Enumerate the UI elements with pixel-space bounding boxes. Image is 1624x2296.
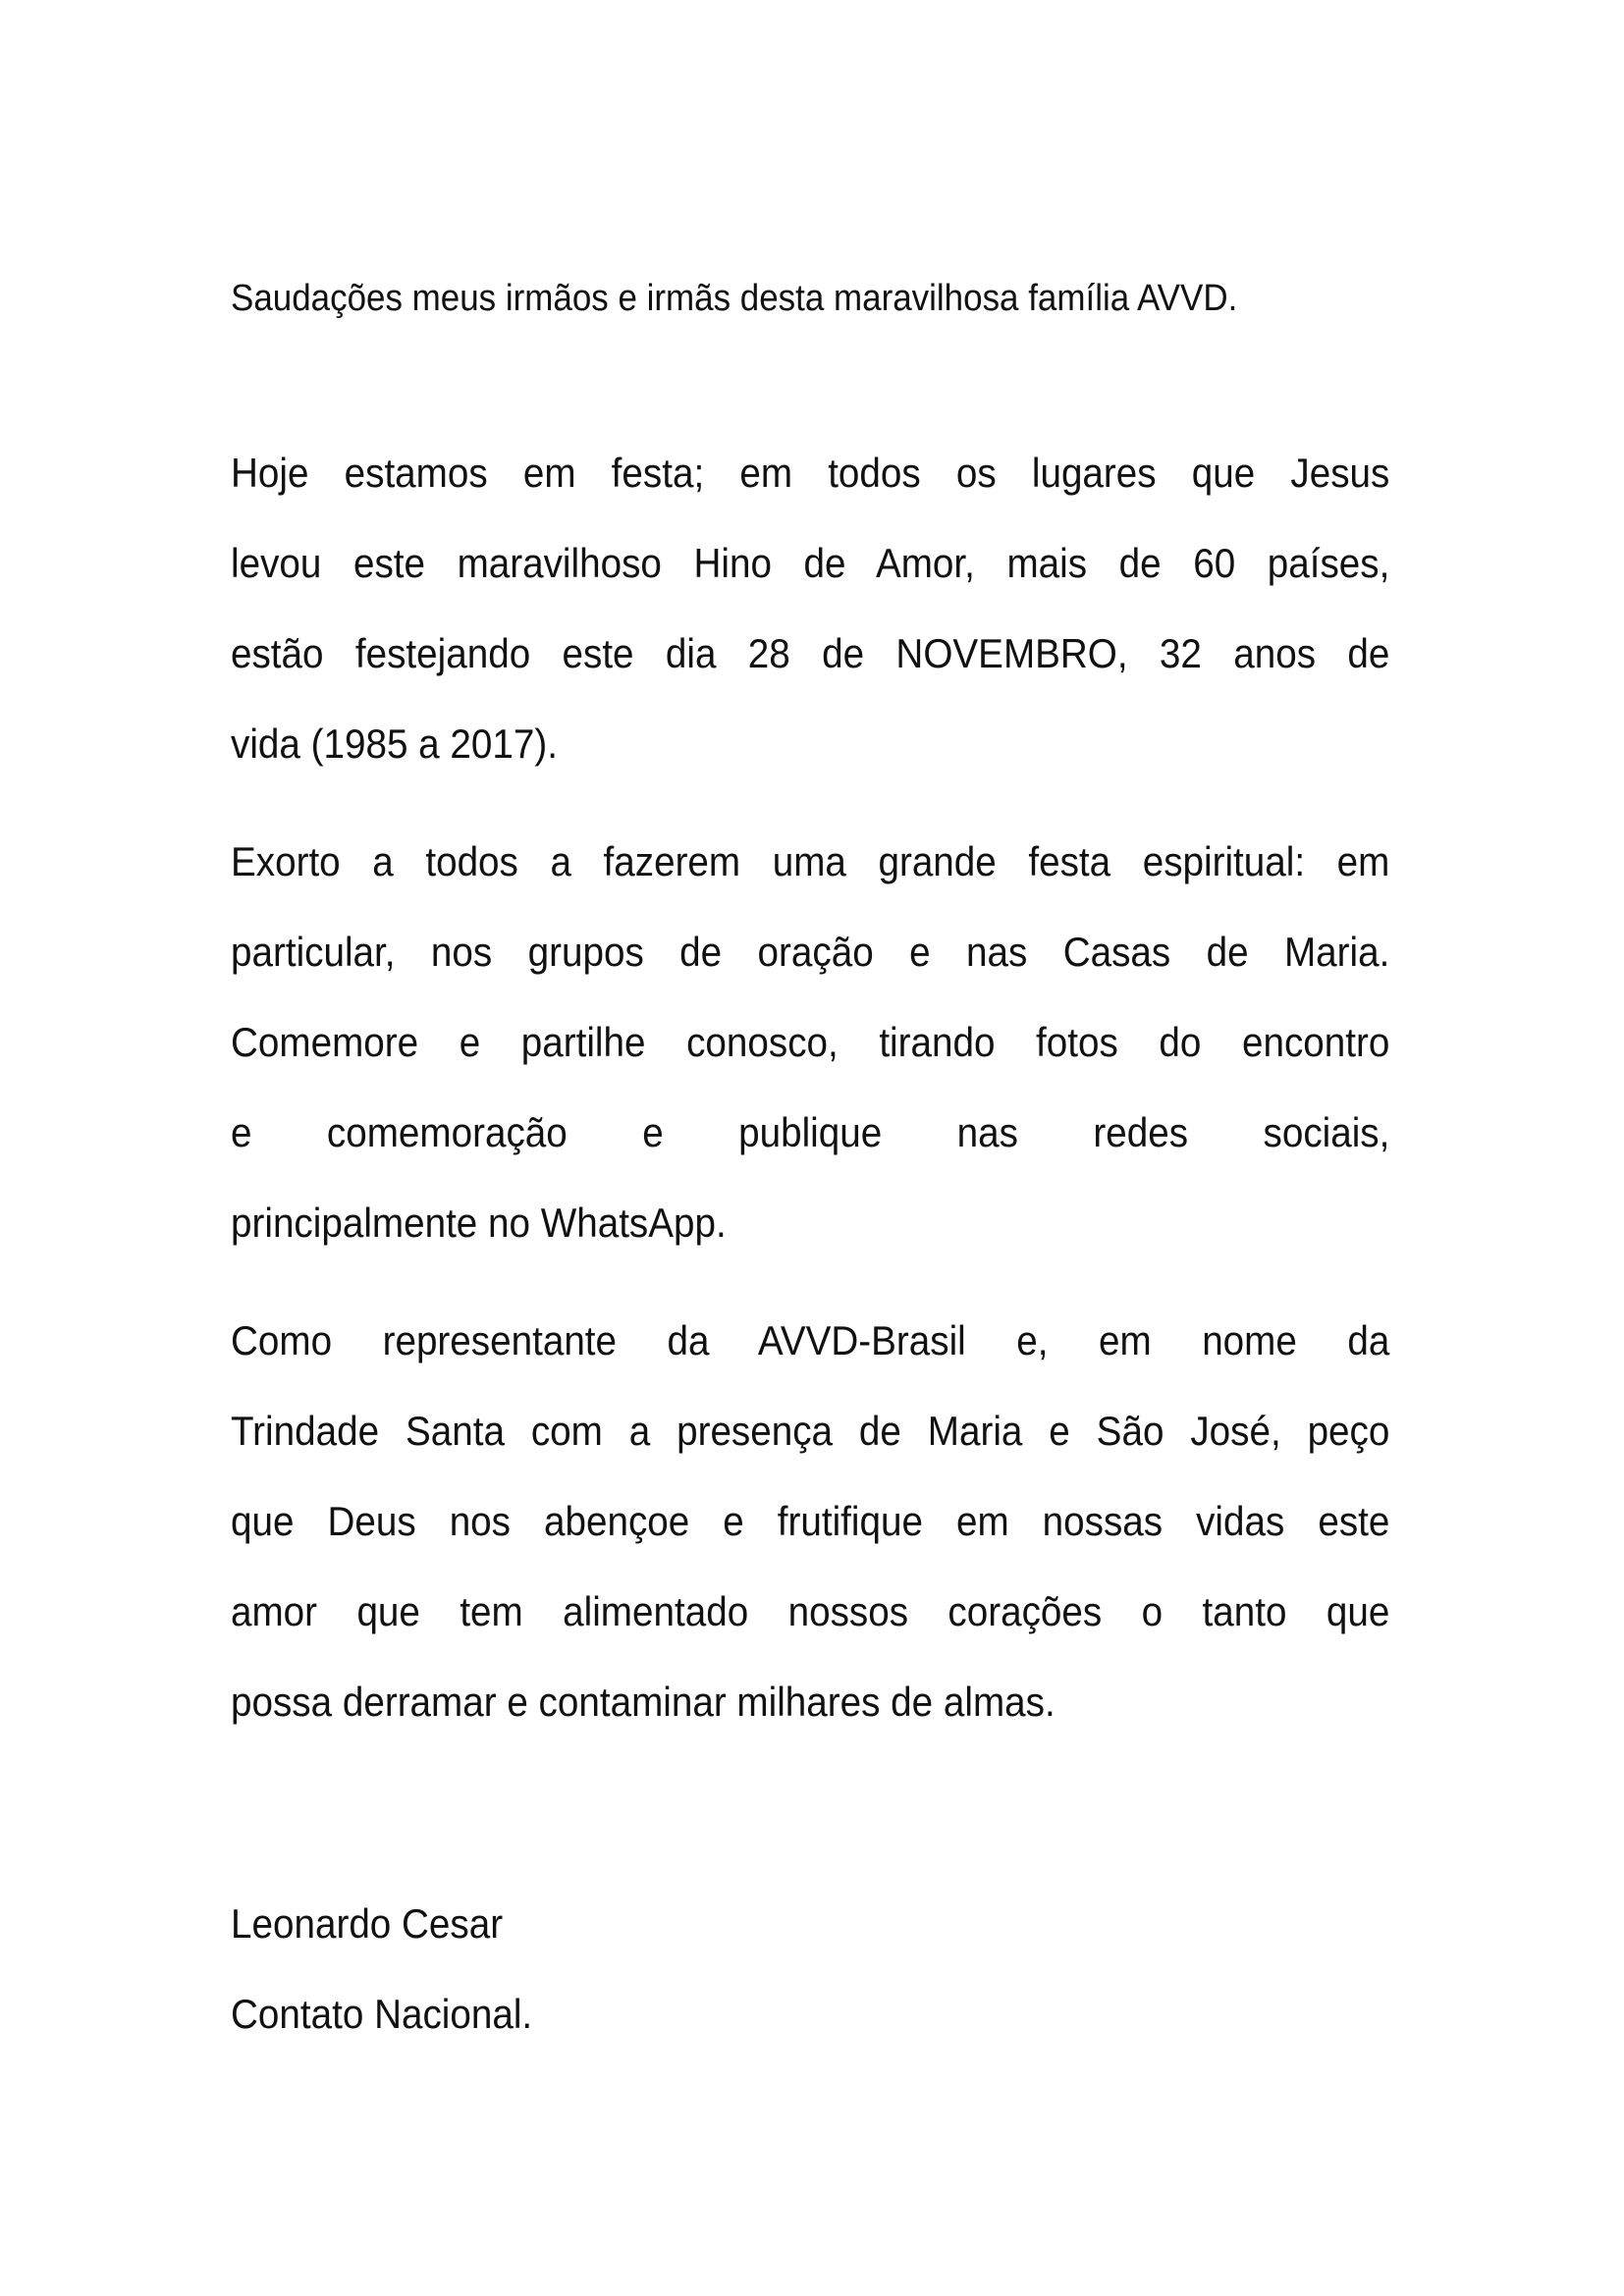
signature-name: Leonardo Cesar bbox=[231, 1900, 504, 1947]
paragraph bbox=[231, 428, 1389, 789]
letter-text-column bbox=[231, 253, 1389, 2059]
paragraph bbox=[231, 1296, 1389, 1747]
text-line: principalmente no WhatsApp. bbox=[231, 1200, 727, 1246]
signature-role: Contato Nacional. bbox=[231, 1991, 533, 2037]
text-line: Exorto a todos a fazerem uma grande festa espiritual: em bbox=[231, 838, 1390, 884]
text-line: Trindade Santa com a presença de Maria e São José, peço bbox=[231, 1408, 1390, 1454]
text-line: e comemoração e publique nas redes sociais, bbox=[231, 1109, 1390, 1155]
text-line: vida (1985 a 2017). bbox=[231, 721, 558, 767]
text-line: Comemore e partilhe conosco, tirando fotos do encontro bbox=[231, 1019, 1390, 1065]
signature-block bbox=[231, 1879, 1389, 2059]
greeting-line: Saudações meus irmãos e irmãs desta maravilhosa família AVVD. bbox=[231, 278, 1238, 319]
text-line: possa derramar e contaminar milhares de almas. bbox=[231, 1679, 1056, 1725]
text-line: amor que tem alimentado nossos corações o tanto que bbox=[231, 1588, 1390, 1634]
paragraph bbox=[231, 817, 1389, 1268]
text-line: estão festejando este dia 28 de NOVEMBRO, 32 anos de bbox=[231, 630, 1390, 676]
text-line: que Deus nos abençoe e frutifique em nossas vidas este bbox=[231, 1498, 1390, 1544]
text-line: Como representante da AVVD-Brasil e, em nome da bbox=[231, 1317, 1390, 1363]
text-line: levou este maravilhoso Hino de Amor, mais de 60 países, bbox=[231, 540, 1390, 586]
text-line: Hoje estamos em festa; em todos os lugares que Jesus bbox=[231, 450, 1390, 496]
text-line: particular, nos grupos de oração e nas Casas de Maria. bbox=[231, 929, 1390, 975]
body-paragraphs bbox=[231, 428, 1389, 1747]
